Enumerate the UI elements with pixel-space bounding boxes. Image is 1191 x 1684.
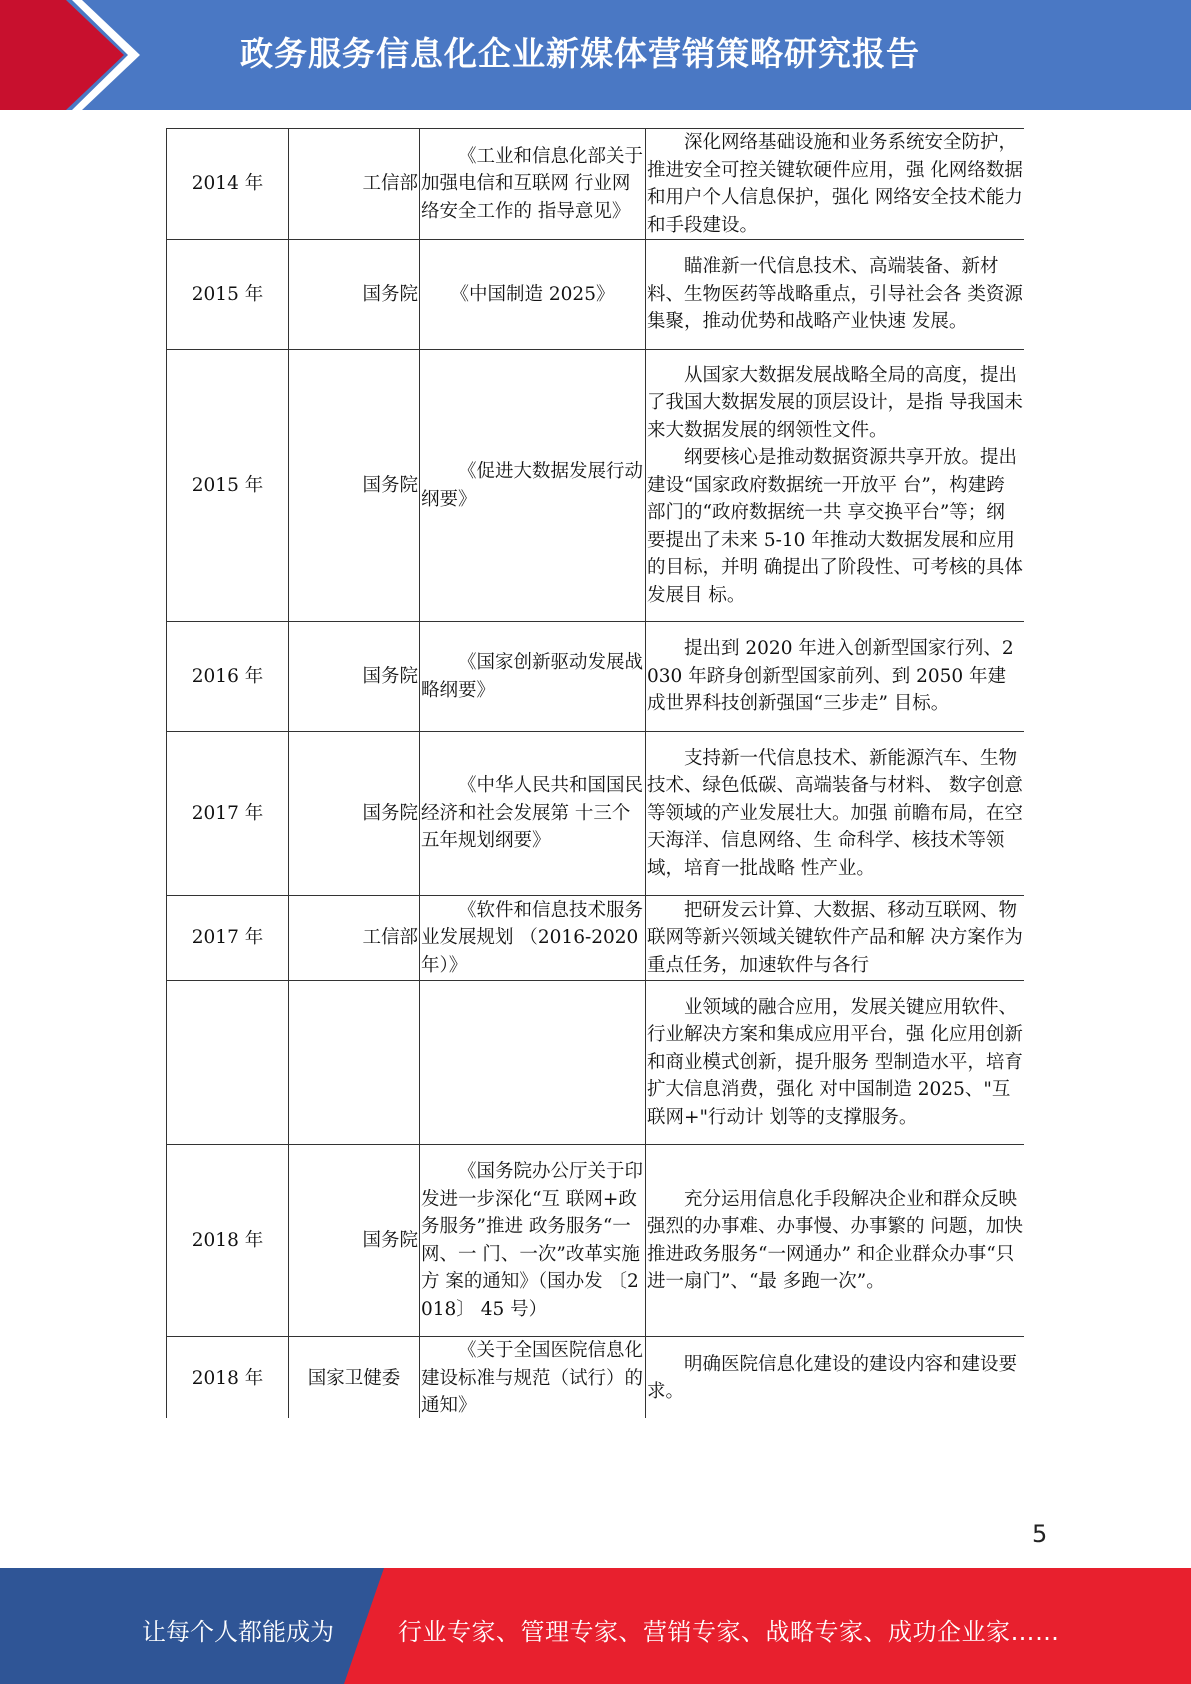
year-cell: 2015 年 <box>167 350 289 622</box>
issuer-cell: 国务院 <box>289 1145 420 1337</box>
policy-table-container <box>166 128 1024 1418</box>
description-cell <box>646 981 1025 1145</box>
table-row <box>167 129 1025 240</box>
issuer-cell: 工信部 <box>289 129 420 240</box>
description-paragraph: 明确医院信息化建设的建设内容和建设要求。 <box>647 1353 1018 1403</box>
document-cell: 《国家创新驱动发展战略纲要》 <box>420 622 646 732</box>
description-paragraph: 深化网络基础设施和业务系统安全防护，推进安全可控关键软硬件应用，强 化网络数据和用户个人信息保护，强化 网络安全技术能力和手段建设。 <box>647 132 1023 236</box>
description-cell <box>646 1337 1025 1419</box>
description-paragraph: 纲要核心是推动数据资源共享开放。提出建设“国家政府数据统一开放平 台”，构建跨部门的“政府数据统一共 享交换平台”等；纲要提出了未来 5-10 年推动大数据发展和应用的目标，并明 确提出了阶段性、可考核的具体发展目 标。 <box>647 447 1023 606</box>
year-cell: 2017 年 <box>167 896 289 981</box>
year-cell: 2015 年 <box>167 240 289 350</box>
issuer-cell: 国家卫健委 <box>289 1337 420 1419</box>
year-cell: 2014 年 <box>167 129 289 240</box>
description-cell <box>646 129 1025 240</box>
issuer-cell: 国务院 <box>289 350 420 622</box>
document-cell: 《软件和信息技术服务业发展规划 （2016-2020 年）》 <box>420 896 646 981</box>
year-cell: 2018 年 <box>167 1337 289 1419</box>
year-cell: 2017 年 <box>167 732 289 896</box>
footer-slogan-right: 行业专家、管理专家、营销专家、战略专家、成功企业家…… <box>398 1618 1060 1646</box>
description-paragraph: 瞄准新一代信息技术、高端装备、新材料、生物医药等战略重点，引导社会各 类资源集聚，推动优势和战略产业快速 发展。 <box>647 256 1023 333</box>
document-title: 政务服务信息化企业新媒体营销策略研究报告 <box>240 34 920 73</box>
footer-slogan-left: 让每个人都能成为 <box>142 1618 334 1646</box>
policy-table <box>166 128 1024 1418</box>
description-cell <box>646 1145 1025 1337</box>
document-cell: 《工业和信息化部关于加强电信和互联网 行业网络安全工作的 指导意见》 <box>420 129 646 240</box>
description-cell <box>646 240 1025 350</box>
year-cell: 2016 年 <box>167 622 289 732</box>
table-row <box>167 981 1025 1145</box>
description-paragraph: 从国家大数据发展战略全局的高度，提出了我国大数据发展的顶层设计，是指 导我国未来大数据发展的纲领性文件。 <box>647 364 1023 441</box>
description-paragraph: 充分运用信息化手段解决企业和群众反映强烈的办事难、办事慢、办事繁的 问题，加快推进政务服务“一网通办” 和企业群众办事“只进一扇门”、“最 多跑一次”。 <box>647 1188 1023 1292</box>
document-cell: 《关于全国医院信息化建设标准与规范（试行）的通知》 <box>420 1337 646 1419</box>
table-row <box>167 1337 1025 1419</box>
issuer-cell: 国务院 <box>289 732 420 896</box>
table-row <box>167 622 1025 732</box>
header-chevron-graphic <box>0 0 150 110</box>
year-cell: 2018 年 <box>167 1145 289 1337</box>
description-cell <box>646 732 1025 896</box>
description-paragraph: 把研发云计算、大数据、移动互联网、物联网等新兴领域关键软件产品和解 决方案作为重点任务，加速软件与各行 <box>647 899 1023 976</box>
document-cell: 《中华人民共和国国民经济和社会发展第 十三个五年规划纲要》 <box>420 732 646 896</box>
document-cell: 《促进大数据发展行动纲要》 <box>420 350 646 622</box>
issuer-cell: 国务院 <box>289 622 420 732</box>
description-paragraph: 提出到 2020 年进入创新型国家行列、2030 年跻身创新型国家前列、到 2050 年建成世界科技创新强国“三步走” 目标。 <box>647 638 1014 715</box>
issuer-cell: 国务院 <box>289 240 420 350</box>
issuer-cell: 工信部 <box>289 896 420 981</box>
table-row <box>167 732 1025 896</box>
table-row <box>167 350 1025 622</box>
description-paragraph: 支持新一代信息技术、新能源汽车、生物技术、绿色低碳、高端装备与材料、 数字创意等领域的产业发展壮大。加强 前瞻布局，在空天海洋、信息网络、生 命科学、核技术等领域，培育一批战略 性产业。 <box>647 747 1023 879</box>
description-paragraph: 业领域的融合应用，发展关键应用软件、行业解决方案和集成应用平台，强 化应用创新和商业模式创新，提升服务 型制造水平，培育扩大信息消费，强化 对中国制造 2025、"互联网+"行动计 划等的支撑服务。 <box>647 996 1023 1128</box>
description-cell <box>646 896 1025 981</box>
description-cell <box>646 622 1025 732</box>
document-cell <box>420 981 646 1145</box>
year-cell <box>167 981 289 1145</box>
page-header <box>0 0 1191 110</box>
table-row <box>167 240 1025 350</box>
table-row <box>167 1145 1025 1337</box>
document-cell: 《中国制造 2025》 <box>420 240 646 350</box>
page-number: 5 <box>1032 1520 1048 1548</box>
description-cell <box>646 350 1025 622</box>
table-row <box>167 896 1025 981</box>
document-cell: 《国务院办公厅关于印发进一步深化“互 联网+政务服务”推进 政务服务“一网、一 门、一次”改革实施方 案的通知》（国办发 〔2018〕 45 号） <box>420 1145 646 1337</box>
issuer-cell <box>289 981 420 1145</box>
